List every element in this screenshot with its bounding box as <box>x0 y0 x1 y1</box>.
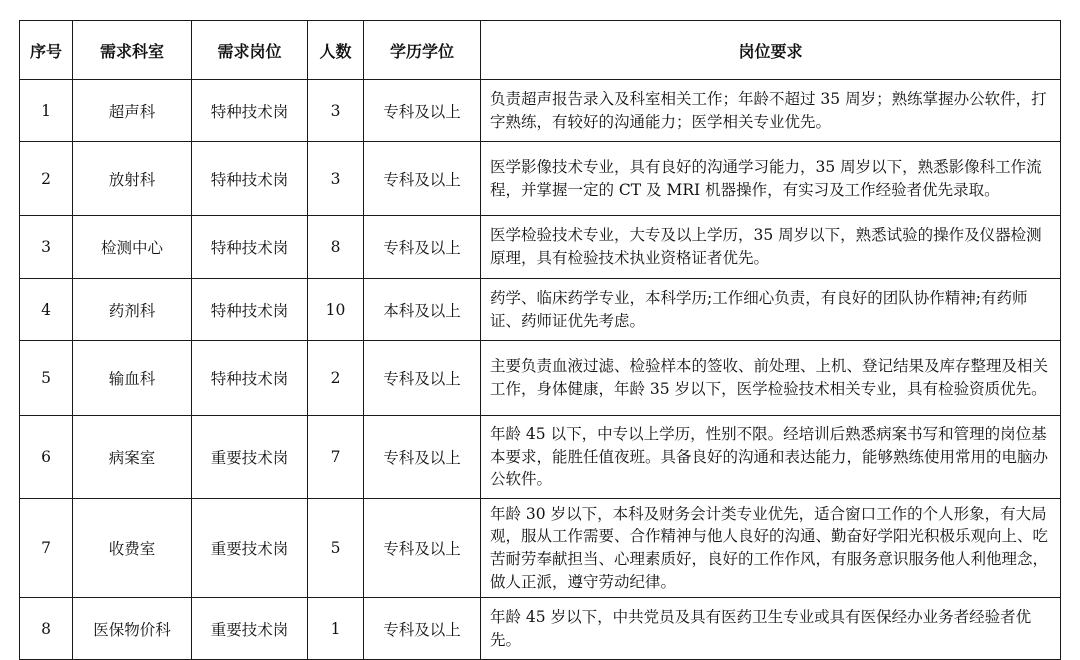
cell-seq: 7 <box>20 499 73 598</box>
cell-post: 特种技术岗 <box>192 80 308 142</box>
cell-edu: 本科及以上 <box>364 279 481 341</box>
cell-seq: 5 <box>20 341 73 416</box>
table-row <box>20 216 1061 279</box>
cell-seq: 8 <box>20 598 73 660</box>
table-row <box>20 499 1061 598</box>
cell-req: 主要负责血液过滤、检验样本的签收、前处理、上机、登记结果及库存整理及相关工作，身体健康，年龄 35 岁以下，医学检验技术相关专业，具有检验资质优先。 <box>481 341 1061 416</box>
cell-dept: 病案室 <box>73 416 192 499</box>
header-row <box>20 21 1061 80</box>
cell-req: 年龄 45 以下，中专以上学历，性别不限。经培训后熟悉病案书写和管理的岗位基本要求，能胜任值夜班。具备良好的沟通和表达能力，能够熟练使用常用的电脑办公软件。 <box>481 416 1061 499</box>
cell-edu: 专科及以上 <box>364 341 481 416</box>
cell-count: 2 <box>308 341 364 416</box>
cell-req: 年龄 30 岁以下，本科及财务会计类专业优先，适合窗口工作的个人形象，有大局观，服从工作需要、合作精神与他人良好的沟通、勤奋好学阳光积极乐观向上、吃苦耐劳奉献担当、心理素质好，良好的工作作风，有服务意识服务他人利他理念，做人正派，遵守劳动纪律。 <box>481 499 1061 598</box>
cell-seq: 4 <box>20 279 73 341</box>
cell-req: 负责超声报告录入及科室相关工作；年龄不超过 35 周岁；熟练掌握办公软件，打字熟练，有较好的沟通能力；医学相关专业优先。 <box>481 80 1061 142</box>
header-seq: 序号 <box>20 21 73 80</box>
cell-edu: 专科及以上 <box>364 499 481 598</box>
cell-edu: 专科及以上 <box>364 598 481 660</box>
cell-post: 重要技术岗 <box>192 416 308 499</box>
cell-dept: 检测中心 <box>73 216 192 279</box>
cell-edu: 专科及以上 <box>364 216 481 279</box>
cell-req: 医学检验技术专业，大专及以上学历，35 周岁以下，熟悉试验的操作及仪器检测原理，具有检验技术执业资格证者优先。 <box>481 216 1061 279</box>
cell-count: 3 <box>308 142 364 216</box>
cell-seq: 3 <box>20 216 73 279</box>
table-row <box>20 341 1061 416</box>
table-row <box>20 80 1061 142</box>
cell-edu: 专科及以上 <box>364 142 481 216</box>
cell-count: 10 <box>308 279 364 341</box>
table-row <box>20 142 1061 216</box>
cell-count: 7 <box>308 416 364 499</box>
table-row <box>20 416 1061 499</box>
header-dept: 需求科室 <box>73 21 192 80</box>
cell-dept: 超声科 <box>73 80 192 142</box>
cell-post: 重要技术岗 <box>192 499 308 598</box>
table-row <box>20 279 1061 341</box>
table-row <box>20 598 1061 660</box>
cell-count: 5 <box>308 499 364 598</box>
cell-post: 特种技术岗 <box>192 279 308 341</box>
cell-req: 医学影像技术专业，具有良好的沟通学习能力，35 周岁以下，熟悉影像科工作流程，并掌握一定的 CT 及 MRI 机器操作，有实习及工作经验者优先录取。 <box>481 142 1061 216</box>
cell-dept: 药剂科 <box>73 279 192 341</box>
header-count: 人数 <box>308 21 364 80</box>
cell-seq: 1 <box>20 80 73 142</box>
cell-post: 特种技术岗 <box>192 142 308 216</box>
header-req: 岗位要求 <box>481 21 1061 80</box>
cell-req: 年龄 45 岁以下，中共党员及具有医药卫生专业或具有医保经办业务者经验者优先。 <box>481 598 1061 660</box>
recruitment-table <box>19 20 1061 660</box>
cell-seq: 6 <box>20 416 73 499</box>
cell-dept: 放射科 <box>73 142 192 216</box>
cell-req: 药学、临床药学专业，本科学历;工作细心负责，有良好的团队协作精神;有药师证、药师证优先考虑。 <box>481 279 1061 341</box>
cell-edu: 专科及以上 <box>364 416 481 499</box>
cell-count: 3 <box>308 80 364 142</box>
cell-post: 重要技术岗 <box>192 598 308 660</box>
cell-post: 特种技术岗 <box>192 341 308 416</box>
cell-seq: 2 <box>20 142 73 216</box>
cell-edu: 专科及以上 <box>364 80 481 142</box>
header-edu: 学历学位 <box>364 21 481 80</box>
cell-dept: 医保物价科 <box>73 598 192 660</box>
cell-count: 8 <box>308 216 364 279</box>
cell-count: 1 <box>308 598 364 660</box>
cell-dept: 收费室 <box>73 499 192 598</box>
cell-post: 特种技术岗 <box>192 216 308 279</box>
cell-dept: 输血科 <box>73 341 192 416</box>
header-post: 需求岗位 <box>192 21 308 80</box>
